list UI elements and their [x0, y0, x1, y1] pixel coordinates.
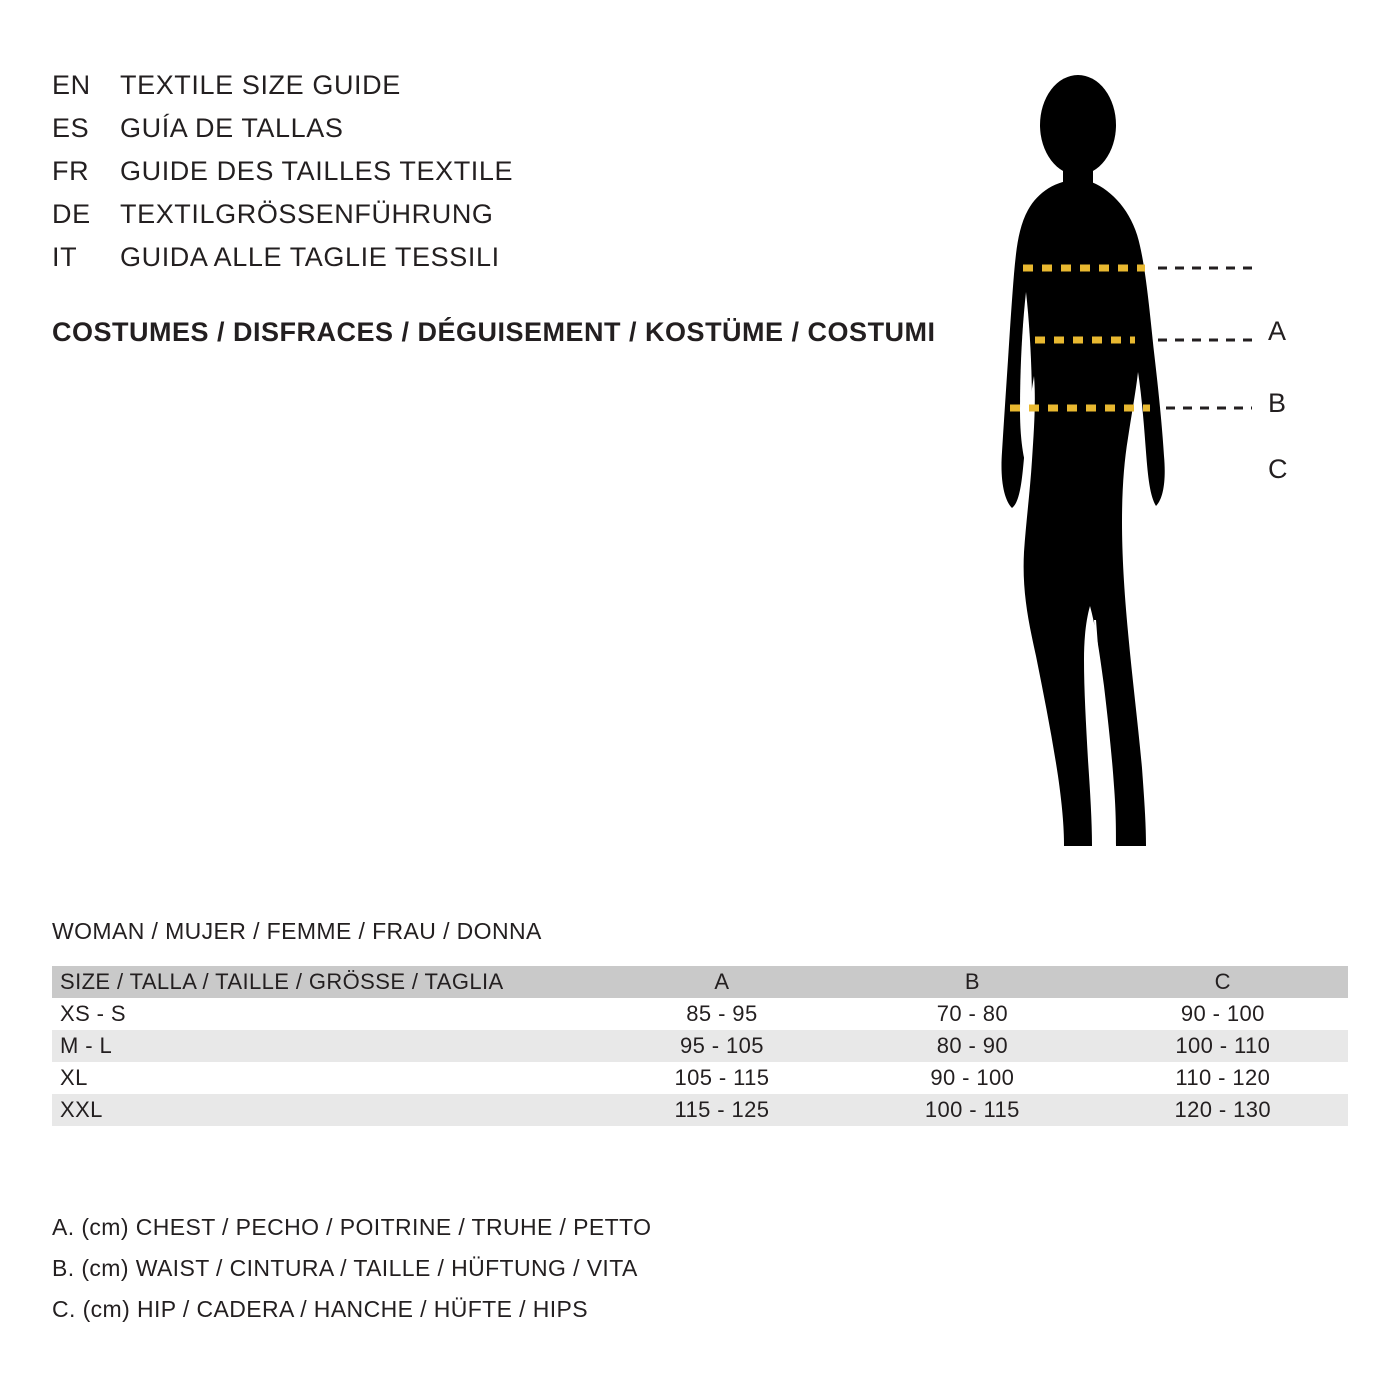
- cell-b: 100 - 115: [924, 1097, 1020, 1122]
- cell-b: 70 - 80: [936, 1001, 1008, 1026]
- cell-size: XXL: [60, 1097, 103, 1122]
- table-row: [52, 998, 1348, 1030]
- cell-a: 95 - 105: [679, 1033, 764, 1058]
- header-a: A: [714, 969, 730, 994]
- header-c: C: [1214, 969, 1231, 994]
- costumes-subtitle: COSTUMES / DISFRACES / DÉGUISEMENT / KOSTÜME / COSTUMI: [52, 317, 936, 347]
- cell-c: 110 - 120: [1175, 1065, 1271, 1090]
- language-text-en: TEXTILE SIZE GUIDE: [120, 70, 401, 100]
- language-title-list: [52, 70, 952, 285]
- language-code-it: IT: [52, 242, 78, 272]
- language-text-de: TEXTILGRÖSSENFÜHRUNG: [120, 199, 494, 229]
- cell-size: XL: [60, 1065, 88, 1090]
- measure-label-b: B: [1268, 388, 1287, 418]
- cell-a: 115 - 125: [674, 1097, 770, 1122]
- language-row-fr: [52, 156, 952, 199]
- cell-size: XS - S: [60, 1001, 126, 1026]
- language-row-en: [52, 70, 952, 113]
- language-row-it: [52, 242, 952, 285]
- measure-label-a: A: [1268, 316, 1287, 346]
- language-code-es: ES: [52, 113, 90, 143]
- language-code-de: DE: [52, 199, 91, 229]
- language-text-fr: GUIDE DES TAILLES TEXTILE: [120, 156, 514, 186]
- cell-a: 105 - 115: [674, 1065, 770, 1090]
- language-row-es: [52, 113, 952, 156]
- size-table: [52, 966, 1348, 1126]
- cell-c: 120 - 130: [1174, 1097, 1272, 1122]
- language-code-en: EN: [52, 70, 91, 100]
- table-header-row: [52, 966, 1348, 998]
- language-text-it: GUIDA ALLE TAGLIE TESSILI: [120, 242, 500, 272]
- measure-label-c: C: [1268, 454, 1288, 484]
- measurement-legend: [52, 1207, 651, 1330]
- legend-b: B. (cm) WAIST / CINTURA / TAILLE / HÜFTUNG / VITA: [52, 1255, 638, 1281]
- cell-c: 100 - 110: [1175, 1033, 1271, 1058]
- table-row: [52, 1062, 1348, 1094]
- cell-size: M - L: [60, 1033, 113, 1058]
- language-code-fr: FR: [52, 156, 90, 186]
- cell-b: 90 - 100: [930, 1065, 1015, 1090]
- legend-c: C. (cm) HIP / CADERA / HANCHE / HÜFTE / HIPS: [52, 1296, 589, 1322]
- table-caption: WOMAN / MUJER / FEMME / FRAU / DONNA: [52, 918, 542, 944]
- table-row: [52, 1030, 1348, 1062]
- cell-a: 85 - 95: [686, 1001, 758, 1026]
- header-size: SIZE / TALLA / TAILLE / GRÖSSE / TAGLIA: [60, 969, 504, 994]
- size-table-head: [52, 966, 1348, 998]
- cell-b: 80 - 90: [936, 1033, 1008, 1058]
- language-row-de: [52, 199, 952, 242]
- female-silhouette-diagram: [960, 60, 1360, 880]
- cell-c: 90 - 100: [1180, 1001, 1265, 1026]
- size-table-body: [52, 998, 1348, 1126]
- table-row: [52, 1094, 1348, 1126]
- legend-a: A. (cm) CHEST / PECHO / POITRINE / TRUHE / PETTO: [52, 1214, 652, 1240]
- language-text-es: GUÍA DE TALLAS: [120, 113, 344, 143]
- silhouette-svg: [960, 60, 1360, 880]
- header-b: B: [964, 969, 980, 994]
